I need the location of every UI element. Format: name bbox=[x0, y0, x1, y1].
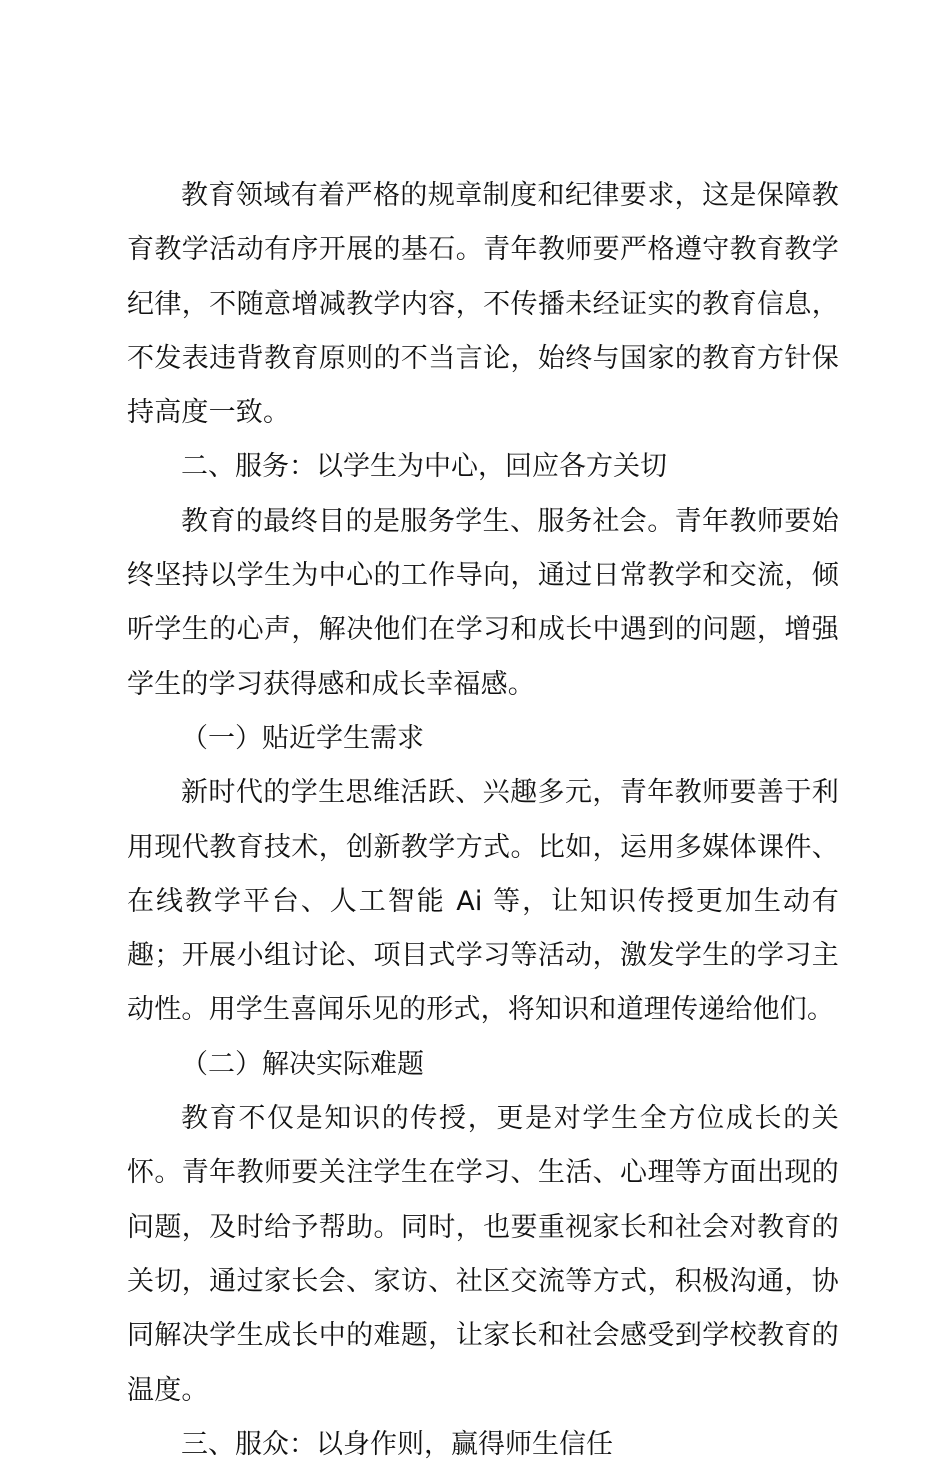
paragraph-student-needs: 新时代的学生思维活跃、兴趣多元，青年教师要善于利用现代教育技术，创新教学方式。比如，运用多媒体课件、在线教学平台、人工智能 Ai 等，让知识传授更加生动有趣；开展小组讨论、项目式学习等活动，激发学生的学习主动性。用学生喜闻乐见的形式，将知识和道理传递给他们。 bbox=[127, 777, 839, 1026]
paragraph-service-purpose: 教育的最终目的是服务学生、服务社会。青年教师要始终坚持以学生为中心的工作导向，通过日常教学和交流，倾听学生的心声，解决他们在学习和成长中遇到的问题，增强学生的学习获得感和成长幸福感。 bbox=[127, 505, 839, 700]
section-heading-convince: 三、服众：以身作则，赢得师生信任 bbox=[181, 1428, 613, 1460]
document-body bbox=[127, 169, 839, 1472]
section-heading-service: 二、服务：以学生为中心，回应各方关切 bbox=[181, 451, 667, 483]
subheading-student-needs: （一）贴近学生需求 bbox=[181, 722, 424, 754]
subheading-solve-problems: （二）解决实际难题 bbox=[181, 1048, 424, 1080]
paragraph-discipline: 教育领域有着严格的规章制度和纪律要求，这是保障教育教学活动有序开展的基石。青年教师要严格遵守教育教学纪律，不随意增减教学内容，不传播未经证实的教育信息，不发表违背教育原则的不当言论，始终与国家的教育方针保持高度一致。 bbox=[127, 180, 839, 429]
paragraph-solve-problems: 教育不仅是知识的传授，更是对学生全方位成长的关怀。青年教师要关注学生在学习、生活、心理等方面出现的问题，及时给予帮助。同时，也要重视家长和社会对教育的关切，通过家长会、家访、社区交流等方式，积极沟通，协同解决学生成长中的难题，让家长和社会感受到学校教育的温度。 bbox=[127, 1103, 839, 1406]
